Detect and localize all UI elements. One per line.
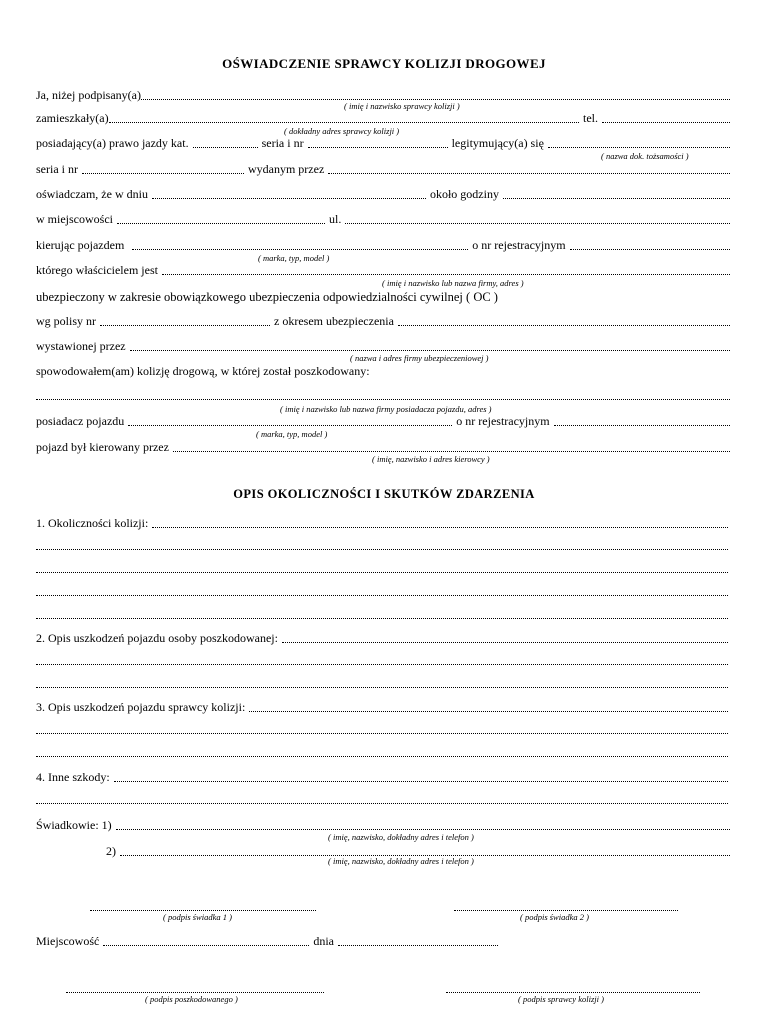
driver-caption: ( imię, nazwisko i adres kierowcy ) [372,454,490,464]
insurer-caption: ( nazwa i adres firmy ubezpieczeniowej ) [350,353,489,363]
injured-signature-field[interactable] [66,982,324,993]
q3-line-3 [36,746,728,759]
tel-field[interactable] [602,112,730,123]
reg-nr-field[interactable] [570,239,730,250]
holder-field[interactable] [128,415,452,426]
place-date-row [36,934,498,948]
perpetrator-signature-caption: ( podpis sprawcy kolizji ) [518,994,604,1004]
town-label: w miejscowości [36,212,113,226]
injured-row [36,389,730,402]
injured-caption: ( imię i nazwisko lub nazwa firmy posiadacza pojazdu, adres ) [280,404,492,414]
section2-title: OPIS OKOLICZNOŚCI I SKUTKÓW ZDARZENIA [233,487,535,501]
street-label: ul. [329,212,342,226]
witness1-signature-caption: ( podpis świadka 1 ) [163,912,232,922]
q3-row [36,700,728,714]
town-field[interactable] [117,213,325,224]
caused-row [36,364,730,378]
insured-label: ubezpieczony w zakresie obowiązkowego ubezpieczenia odpowiedzialności cywilnej ( OC ) [36,290,498,304]
id-doc-field[interactable] [548,137,730,148]
id-series-label: seria i nr [36,162,78,176]
q1-line-2 [36,539,728,552]
address-field[interactable] [109,112,579,123]
address-row [36,111,730,125]
driver-field[interactable] [173,441,730,452]
caused-label: spowodowałem(am) kolizję drogową, w której został poszkodowany: [36,364,370,378]
q1-label: 1. Okoliczności kolizji: [36,516,149,530]
date-sign-label: dnia [313,934,334,948]
driver-label: pojazd był kierowany przez [36,440,169,454]
q2-row [36,631,728,645]
place-label: Miejscowość [36,934,100,948]
id-series-field[interactable] [82,163,244,174]
witness2-signature-field[interactable] [454,900,678,911]
q3-field-2[interactable] [36,723,728,734]
q1-field-3[interactable] [36,562,728,573]
witness2-label: 2) [106,844,116,858]
q2-field[interactable] [282,632,728,643]
address-caption: ( dokładny adres sprawcy kolizji ) [284,126,400,136]
reg-nr-label: o nr rejestracyjnym [472,238,566,252]
witness2-signature-caption: ( podpis świadka 2 ) [520,912,589,922]
holder-label: posiadacz pojazdu [36,414,125,428]
q2-line-2 [36,654,728,667]
witness1-caption: ( imię, nazwisko, dokładny adres i telefon ) [328,832,474,842]
id-doc-caption: ( nazwa dok. tożsamości ) [601,151,689,161]
id-series-row [36,162,730,176]
witness1-row [36,818,730,832]
witness2-caption: ( imię, nazwisko, dokładny adres i telefon ) [328,856,474,866]
signed-row [36,88,730,102]
injured-signature-caption: ( podpis poszkodowanego ) [145,994,238,1004]
insured-row [36,290,730,304]
date-field[interactable] [152,188,426,199]
license-row [36,136,730,150]
q3-label: 3. Opis uszkodzeń pojazdu sprawcy kolizji: [36,700,246,714]
reg-nr2-label: o nr rejestracyjnym [456,414,550,428]
vehicle-caption: ( marka, typ, model ) [258,253,330,263]
hour-field[interactable] [503,188,730,199]
reg-nr2-field[interactable] [554,415,730,426]
insurance-period-label: z okresem ubezpieczenia [274,314,394,328]
document-title: OŚWIADCZENIE SPRAWCY KOLIZJI DROGOWEJ [222,56,546,71]
license-label: posiadający(a) prawo jazdy kat. [36,136,189,150]
driver-row [36,440,730,454]
witness1-signature-field[interactable] [90,900,316,911]
policy-row [36,314,730,328]
q2-line-3 [36,677,728,690]
q4-row [36,770,728,784]
vehicle-label: kierując pojazdem [36,238,125,252]
policy-field[interactable] [100,315,270,326]
witness1-field[interactable] [116,819,730,830]
owner-field[interactable] [162,264,730,275]
location-row [36,212,730,226]
insurance-period-field[interactable] [398,315,730,326]
signed-field[interactable] [141,89,730,100]
hour-label: około godziny [429,187,499,201]
place-field[interactable] [103,935,309,946]
issued-by-label: wydanym przez [247,162,325,176]
owner-label: którego właścicielem jest [36,263,158,277]
license-series-field[interactable] [308,137,448,148]
q3-line-2 [36,723,728,736]
policy-label: wg polisy nr [36,314,96,328]
q1-field-4[interactable] [36,585,728,596]
insurer-field[interactable] [130,340,730,351]
q4-label: 4. Inne szkody: [36,770,110,784]
vehicle-row [36,238,730,252]
q2-label: 2. Opis uszkodzeń pojazdu osoby poszkodowanej: [36,631,278,645]
q3-field[interactable] [249,701,728,712]
insurer-row [36,339,730,353]
vehicle-field[interactable] [132,239,468,250]
license-cat-field[interactable] [193,137,258,148]
insurer-label: wystawionej przez [36,339,126,353]
q1-field-2[interactable] [36,539,728,550]
signed-caption: ( imię i nazwisko sprawcy kolizji ) [344,101,460,111]
issued-by-field[interactable] [328,163,730,174]
perpetrator-signature-field[interactable] [446,982,700,993]
date-label: oświadczam, że w dniu [36,187,148,201]
id-doc-label: legitymujący(a) się [451,136,544,150]
owner-row [36,263,730,277]
holder-row [36,414,730,428]
q1-field[interactable] [152,517,728,528]
q2-field-2[interactable] [36,654,728,665]
address-label: zamieszkały(a) [36,111,109,125]
q1-line-4 [36,585,728,598]
q1-field-5[interactable] [36,608,728,619]
tel-label: tel. [583,111,598,125]
street-field[interactable] [345,213,730,224]
q1-line-3 [36,562,728,575]
q4-line-2 [36,793,728,806]
q4-field-2[interactable] [36,793,728,804]
owner-caption: ( imię i nazwisko lub nazwa firmy, adres ) [382,278,524,288]
witnesses-label: Świadkowie: 1) [36,818,112,832]
date-row [36,187,730,201]
q4-field[interactable] [114,771,728,782]
injured-field[interactable] [36,389,730,400]
signed-label: Ja, niżej podpisany(a) [36,88,141,102]
witness2-field[interactable] [120,845,730,856]
q1-line-5 [36,608,728,621]
license-series-label: seria i nr [261,136,304,150]
vehicle2-caption: ( marka, typ, model ) [256,429,328,439]
date-sign-field[interactable] [338,935,498,946]
q3-field-3[interactable] [36,746,728,757]
q2-field-3[interactable] [36,677,728,688]
q1-row [36,516,728,530]
